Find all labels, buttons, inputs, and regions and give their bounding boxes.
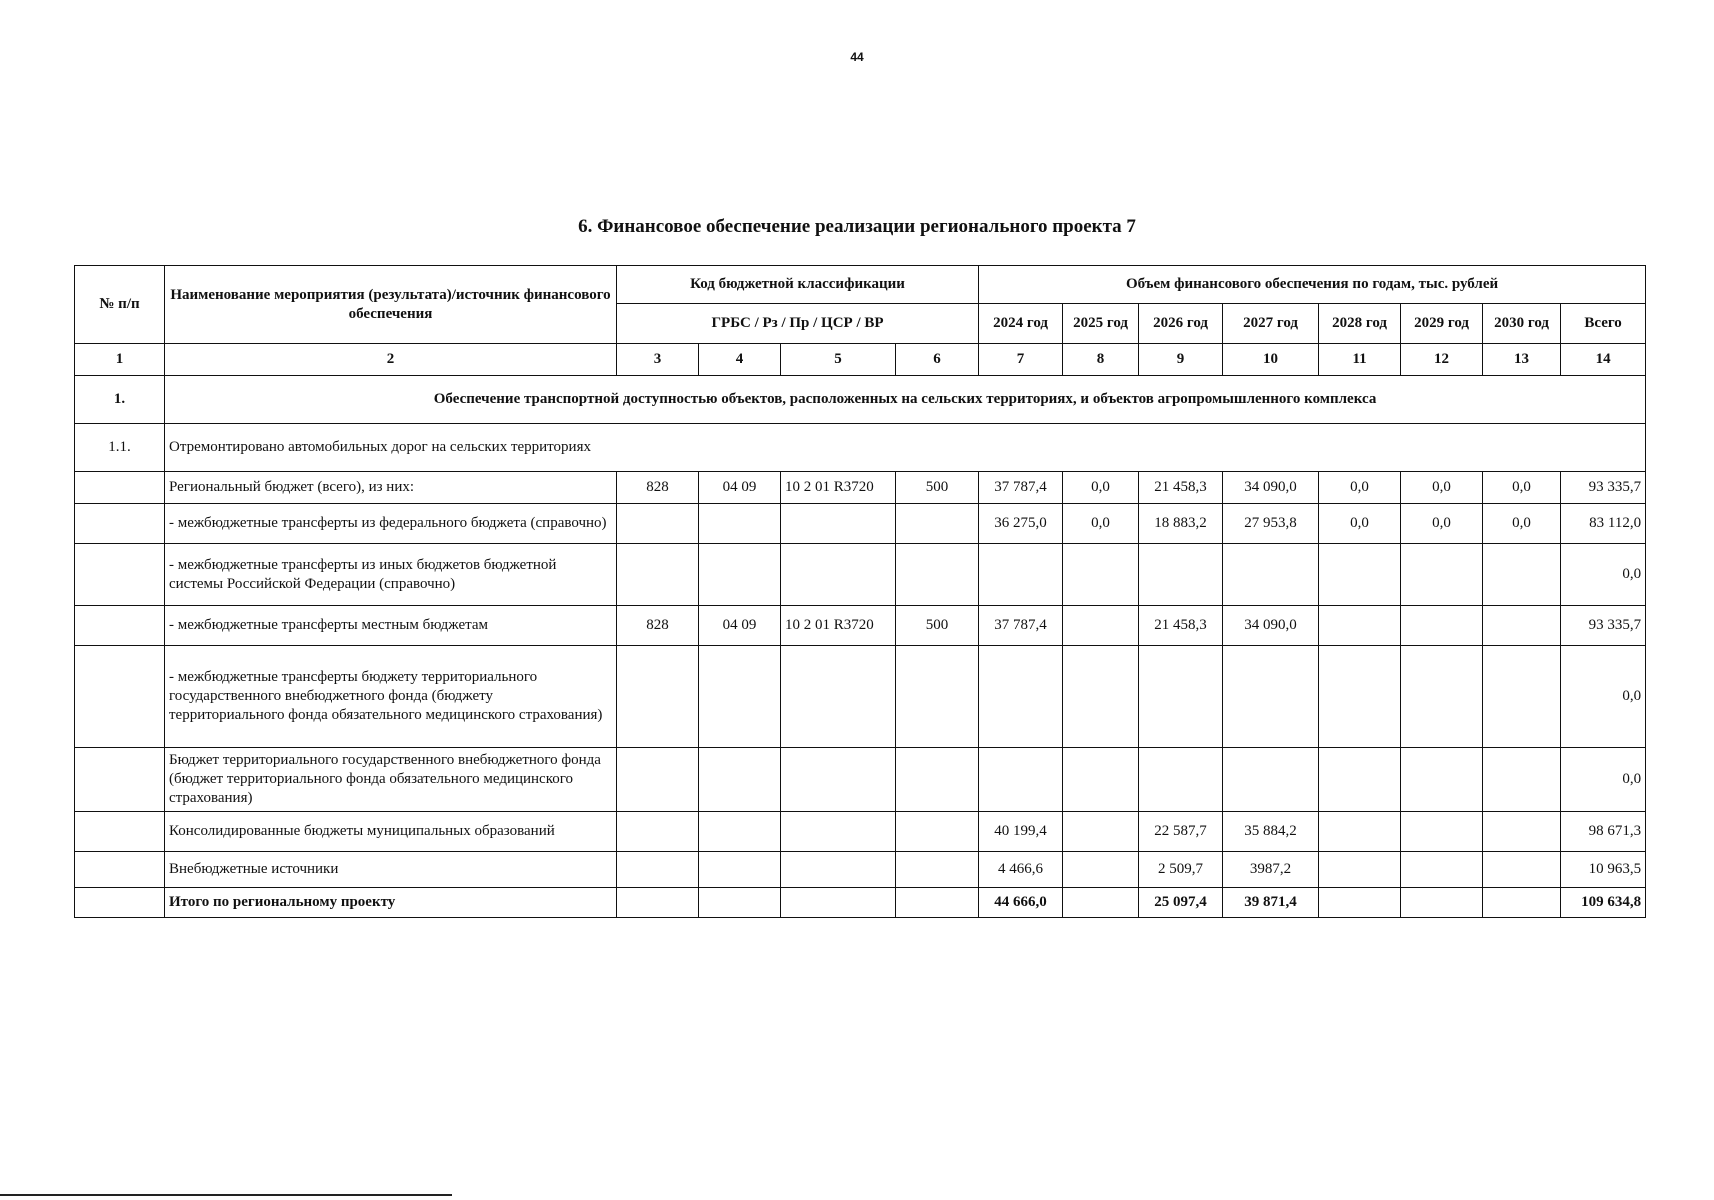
- header-year: 2026 год: [1139, 304, 1223, 344]
- year-value-cell: 37 787,4: [979, 606, 1063, 646]
- year-value-cell: [1139, 544, 1223, 606]
- section-num: 1.: [75, 376, 165, 424]
- col-number: 12: [1401, 344, 1483, 376]
- year-value-cell: [1401, 888, 1483, 918]
- code-vr-cell: [896, 812, 979, 852]
- code-rz-pr-cell: [699, 748, 781, 812]
- year-value-cell: 39 871,4: [1223, 888, 1319, 918]
- col-number: 9: [1139, 344, 1223, 376]
- table-row: [75, 472, 1646, 504]
- subsection-num: 1.1.: [75, 424, 165, 472]
- total-cell: 83 112,0: [1561, 504, 1646, 544]
- code-rz-pr-cell: [699, 852, 781, 888]
- code-csr-cell: [781, 748, 896, 812]
- year-value-cell: [1319, 812, 1401, 852]
- year-value-cell: [1401, 544, 1483, 606]
- year-value-cell: 25 097,4: [1139, 888, 1223, 918]
- year-value-cell: 0,0: [1401, 504, 1483, 544]
- col-number: 2: [165, 344, 617, 376]
- year-value-cell: [1063, 888, 1139, 918]
- year-value-cell: [1483, 544, 1561, 606]
- header-row-1: [75, 266, 1646, 304]
- year-value-cell: [1139, 646, 1223, 748]
- year-value-cell: [1223, 544, 1319, 606]
- code-grbs-cell: 828: [617, 472, 699, 504]
- col-number: 13: [1483, 344, 1561, 376]
- year-value-cell: 0,0: [1319, 504, 1401, 544]
- year-value-cell: [1483, 888, 1561, 918]
- document-title: 6. Финансовое обеспечение реализации регионального проекта 7: [578, 216, 1136, 237]
- year-value-cell: 0,0: [1319, 472, 1401, 504]
- code-vr-cell: [896, 504, 979, 544]
- table-row: [75, 544, 1646, 606]
- code-vr-cell: 500: [896, 606, 979, 646]
- subsection-row: [75, 424, 1646, 472]
- code-vr-cell: 500: [896, 472, 979, 504]
- header-year: 2024 год: [979, 304, 1063, 344]
- total-cell: 10 963,5: [1561, 852, 1646, 888]
- row-name-cell: - межбюджетные трансферты из иных бюджетов бюджетной системы Российской Федерации (справочно): [165, 544, 617, 606]
- code-vr-cell: [896, 852, 979, 888]
- year-value-cell: 21 458,3: [1139, 472, 1223, 504]
- code-grbs-cell: [617, 504, 699, 544]
- table-row: [75, 606, 1646, 646]
- year-value-cell: [1319, 852, 1401, 888]
- col-number: 11: [1319, 344, 1401, 376]
- code-grbs-cell: [617, 888, 699, 918]
- year-value-cell: [1401, 852, 1483, 888]
- table-row: [75, 812, 1646, 852]
- code-rz-pr-cell: 04 09: [699, 472, 781, 504]
- code-grbs-cell: [617, 646, 699, 748]
- header-name: Наименование мероприятия (результата)/источник финансового обеспечения: [165, 266, 617, 344]
- row-num-cell: [75, 544, 165, 606]
- year-value-cell: [1483, 812, 1561, 852]
- col-number: 10: [1223, 344, 1319, 376]
- year-value-cell: [1139, 748, 1223, 812]
- year-value-cell: 34 090,0: [1223, 472, 1319, 504]
- year-value-cell: 4 466,6: [979, 852, 1063, 888]
- code-vr-cell: [896, 544, 979, 606]
- code-csr-cell: [781, 888, 896, 918]
- row-name-cell: - межбюджетные трансферты из федерального бюджета (справочно): [165, 504, 617, 544]
- table-row: [75, 888, 1646, 918]
- code-vr-cell: [896, 646, 979, 748]
- code-rz-pr-cell: [699, 646, 781, 748]
- code-grbs-cell: [617, 748, 699, 812]
- year-value-cell: [1483, 852, 1561, 888]
- code-csr-cell: [781, 812, 896, 852]
- year-value-cell: [1063, 646, 1139, 748]
- col-number: 5: [781, 344, 896, 376]
- year-value-cell: [1223, 748, 1319, 812]
- table-row: [75, 852, 1646, 888]
- year-value-cell: [1401, 748, 1483, 812]
- year-value-cell: 35 884,2: [1223, 812, 1319, 852]
- year-value-cell: [1483, 748, 1561, 812]
- code-csr-cell: 10 2 01 R3720: [781, 472, 896, 504]
- col-number: 6: [896, 344, 979, 376]
- year-value-cell: 0,0: [1401, 472, 1483, 504]
- header-year: 2030 год: [1483, 304, 1561, 344]
- row-num-cell: [75, 852, 165, 888]
- total-cell: 93 335,7: [1561, 606, 1646, 646]
- year-value-cell: 34 090,0: [1223, 606, 1319, 646]
- code-grbs-cell: [617, 812, 699, 852]
- year-value-cell: [1483, 646, 1561, 748]
- col-number: 14: [1561, 344, 1646, 376]
- year-value-cell: [1319, 606, 1401, 646]
- header-code-sub: ГРБС / Рз / Пр / ЦСР / ВР: [617, 304, 979, 344]
- year-value-cell: [1401, 646, 1483, 748]
- row-num-cell: [75, 888, 165, 918]
- code-rz-pr-cell: [699, 504, 781, 544]
- code-vr-cell: [896, 888, 979, 918]
- row-name-cell: Итого по региональному проекту: [165, 888, 617, 918]
- year-value-cell: [1319, 888, 1401, 918]
- year-value-cell: [1319, 646, 1401, 748]
- header-year: 2027 год: [1223, 304, 1319, 344]
- year-value-cell: [1063, 748, 1139, 812]
- code-grbs-cell: [617, 544, 699, 606]
- year-value-cell: 36 275,0: [979, 504, 1063, 544]
- year-value-cell: 0,0: [1483, 472, 1561, 504]
- code-rz-pr-cell: [699, 888, 781, 918]
- code-grbs-cell: [617, 852, 699, 888]
- code-grbs-cell: 828: [617, 606, 699, 646]
- year-value-cell: 0,0: [1063, 504, 1139, 544]
- row-num-cell: [75, 504, 165, 544]
- column-number-row: [75, 344, 1646, 376]
- header-volume-group: Объем финансового обеспечения по годам, тыс. рублей: [979, 266, 1646, 304]
- year-value-cell: [1319, 748, 1401, 812]
- year-value-cell: [1319, 544, 1401, 606]
- row-num-cell: [75, 748, 165, 812]
- year-value-cell: [1223, 646, 1319, 748]
- year-value-cell: [979, 646, 1063, 748]
- code-vr-cell: [896, 748, 979, 812]
- total-cell: 0,0: [1561, 646, 1646, 748]
- header-num: № п/п: [75, 266, 165, 344]
- page-number: 44: [850, 50, 864, 64]
- year-value-cell: [1483, 606, 1561, 646]
- code-rz-pr-cell: 04 09: [699, 606, 781, 646]
- code-csr-cell: 10 2 01 R3720: [781, 606, 896, 646]
- header-total: Всего: [1561, 304, 1646, 344]
- year-value-cell: 2 509,7: [1139, 852, 1223, 888]
- year-value-cell: 21 458,3: [1139, 606, 1223, 646]
- row-name-cell: - межбюджетные трансферты местным бюджетам: [165, 606, 617, 646]
- bottom-edge-line: [0, 1194, 452, 1196]
- section-row: [75, 376, 1646, 424]
- code-csr-cell: [781, 544, 896, 606]
- year-value-cell: 37 787,4: [979, 472, 1063, 504]
- row-name-cell: Внебюджетные источники: [165, 852, 617, 888]
- year-value-cell: 0,0: [1483, 504, 1561, 544]
- year-value-cell: [979, 544, 1063, 606]
- section-title: Обеспечение транспортной доступностью объектов, расположенных на сельских территориях, и объектов агропромышленного комплекса: [165, 376, 1646, 424]
- row-num-cell: [75, 812, 165, 852]
- total-cell: 93 335,7: [1561, 472, 1646, 504]
- row-name-cell: Бюджет территориального государственного внебюджетного фонда (бюджет территориального фонда обязательного медицинского страхования): [165, 748, 617, 812]
- year-value-cell: [979, 748, 1063, 812]
- table-row: [75, 748, 1646, 812]
- header-code-group: Код бюджетной классификации: [617, 266, 979, 304]
- col-number: 1: [75, 344, 165, 376]
- year-value-cell: [1063, 606, 1139, 646]
- row-num-cell: [75, 606, 165, 646]
- code-csr-cell: [781, 852, 896, 888]
- total-cell: 0,0: [1561, 748, 1646, 812]
- col-number: 8: [1063, 344, 1139, 376]
- financing-table: [74, 265, 1646, 918]
- year-value-cell: 18 883,2: [1139, 504, 1223, 544]
- code-rz-pr-cell: [699, 812, 781, 852]
- code-csr-cell: [781, 646, 896, 748]
- total-cell: 0,0: [1561, 544, 1646, 606]
- row-num-cell: [75, 472, 165, 504]
- col-number: 4: [699, 344, 781, 376]
- table-row: [75, 646, 1646, 748]
- year-value-cell: [1401, 606, 1483, 646]
- table-row: [75, 504, 1646, 544]
- year-value-cell: 40 199,4: [979, 812, 1063, 852]
- header-year: 2029 год: [1401, 304, 1483, 344]
- row-name-cell: Консолидированные бюджеты муниципальных образований: [165, 812, 617, 852]
- total-cell: 98 671,3: [1561, 812, 1646, 852]
- col-number: 3: [617, 344, 699, 376]
- row-name-cell: Региональный бюджет (всего), из них:: [165, 472, 617, 504]
- header-year: 2025 год: [1063, 304, 1139, 344]
- year-value-cell: 27 953,8: [1223, 504, 1319, 544]
- code-rz-pr-cell: [699, 544, 781, 606]
- row-name-cell: - межбюджетные трансферты бюджету территориального государственного внебюджетного фонда (бюджету территориального фонда обязательного медицинского страхования): [165, 646, 617, 748]
- code-csr-cell: [781, 504, 896, 544]
- year-value-cell: 22 587,7: [1139, 812, 1223, 852]
- year-value-cell: 0,0: [1063, 472, 1139, 504]
- header-year: 2028 год: [1319, 304, 1401, 344]
- year-value-cell: [1063, 544, 1139, 606]
- col-number: 7: [979, 344, 1063, 376]
- year-value-cell: 44 666,0: [979, 888, 1063, 918]
- year-value-cell: [1063, 852, 1139, 888]
- year-value-cell: [1401, 812, 1483, 852]
- year-value-cell: 3987,2: [1223, 852, 1319, 888]
- total-cell: 109 634,8: [1561, 888, 1646, 918]
- year-value-cell: [1063, 812, 1139, 852]
- subsection-title: Отремонтировано автомобильных дорог на сельских территориях: [165, 424, 1646, 472]
- row-num-cell: [75, 646, 165, 748]
